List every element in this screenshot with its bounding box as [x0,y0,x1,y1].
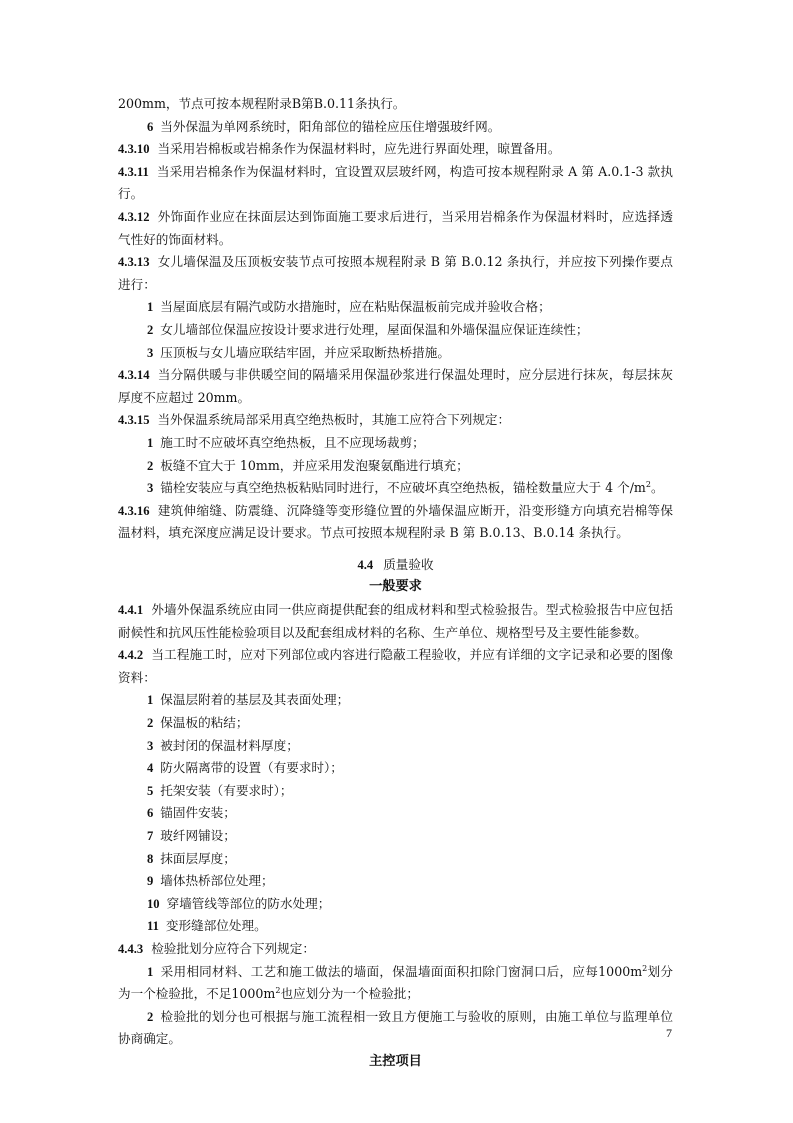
list-item: 8 抹面层厚度； [147,850,236,866]
page-number: 7 [666,1026,672,1040]
item-number: 2 [147,1009,154,1024]
clause-number: 4.3.15 [118,413,150,428]
list-item: 2 女儿墙部位保温应按设计要求进行处理，屋面保温和外墙保温应保证连续性； [147,321,589,337]
clause-4-3-14: 4.3.14 当分隔供暖与非供暖空间的隔墙采用保温砂浆进行保温处理时，应分层进行抹灰，每层抹灰厚度不应超过 20mm。 [118,367,673,405]
page-content [118,93,673,1074]
clause-number: 4.3.12 [118,209,150,224]
item-number: 1 [147,300,154,315]
clause-number: 4.3.10 [118,142,150,157]
clause-number: 4.3.16 [118,503,150,518]
item-number: 6 [147,119,154,134]
clause-number: 4.4.2 [118,648,144,663]
list-item: 3 锚栓安装应与真空绝热板粘贴同时进行，不应破坏真空绝热板，锚栓数量应大于 4 个$/m^2$。 [147,479,664,496]
section-number: 4.4 [357,557,374,572]
paragraph: 200mm，节点可按本规程附录B第B.0.11条执行。 [118,96,406,111]
clause-number: 4.4.1 [118,603,144,618]
item-number: 3 [147,481,154,496]
list-item: 2 检验批的划分也可根据与施工流程相一致且方便施工与验收的原则，由施工单位与监理单位协商确定。 [118,1008,673,1047]
list-item: 10 穿墙管线等部位的防水处理； [147,895,331,911]
list-item: 7 玻纤网铺设； [147,828,236,843]
clause-4-3-13: 4.3.13 女儿墙保温及压顶板安装节点可按照本规程附录 B 第 B.0.12 条执行，并应按下列操作要点进行： [118,254,673,292]
item-number: 2 [147,458,154,473]
clause-4-3-10: 4.3.10 当采用岩棉板或岩棉条作为保温材料时，应先进行界面处理，晾置备用。 [118,141,561,157]
item-number: 11 [147,919,159,934]
item-number: 6 [147,806,154,821]
list-item: 1 施工时不应破坏真空绝热板，且不应现场裁剪； [147,434,425,450]
inspection-list [118,689,673,938]
item-number: 1 [147,693,154,708]
item-number: 3 [147,345,154,360]
clause-4-3-15: 4.3.15 当外保温系统局部采用真空绝热板时，其施工应符合下列规定： [118,412,511,428]
item-number: 7 [147,829,154,843]
list-item: 5 托架安装（有要求时）； [147,782,293,798]
clause-4-4-1: 4.4.1 外墙外保温系统应由同一供应商提供配套的组成材料和型式检验报告。型式检验报告中应包括耐候性和抗风压性能检验项目以及配套组成材料的名称、生产单位、规格型号及主要性能参数。 [118,602,673,640]
subheading-main: 主控项目 [369,1053,422,1069]
clause-4-3-12: 4.3.12 外饰面作业应在抹面层达到饰面施工要求后进行，当采用岩棉条作为保温材料时，应选择透气性好的饰面材料。 [118,208,673,247]
list-item: 11 变形缝部位处理。 [147,918,267,934]
list-item: 2 保温板的粘结； [147,715,249,731]
clause-4-3-11: 4.3.11 当采用岩棉条作为保温材料时，宜设置双层玻纤网，构造可按本规程附录 A 第 A.0.1-3 款执行。 [118,163,673,202]
list-item: 1 采用相同材料、工艺和施工做法的墙面，保温墙面面积扣除门窗洞口后，应每$1000m^2$划分为一个检验批，不足$1000m^2$也应划分为一个检验批； [118,963,674,1002]
list-item: 6 锚固件安装； [147,805,236,821]
list-item: 3 压顶板与女儿墙应联结牢固，并应采取断热桥措施。 [147,344,450,360]
list-item: 2 板缝不宜大于 10mm，并应采用发泡聚氨酯进行填充； [147,457,469,473]
clause-4-3-16: 4.3.16 建筑伸缩缝、防震缝、沉降缝等变形缝位置的外墙保温应断开，沿变形缝方向填充岩棉等保温材料，填充深度应满足设计要求。节点可按照本规程附录 B 第 B.0.13、B.0.14 条执行。 [118,502,673,541]
clause-number: 4.4.3 [118,941,144,956]
section-title: 质量验收 [383,556,434,572]
clause-number: 4.3.13 [118,255,150,270]
list-item: 1 当屋面底层有隔汽或防水措施时，应在粘贴保温板前完成并验收合格； [147,299,551,315]
item-number: 8 [147,851,154,866]
item-number: 2 [147,716,154,731]
list-item: 9 墙体热桥部位处理； [147,873,274,889]
item-number: 5 [147,783,154,798]
clause-4-4-3: 4.4.3 检验批划分应符合下列规定： [118,940,315,956]
clause-number: 4.3.14 [118,368,150,383]
item-number: 10 [147,896,160,911]
item-number: 1 [147,964,154,979]
list-item: 1 保温层附着的基层及其表面处理； [147,692,350,708]
list-item: 4 防火隔离带的设置（有要求时）； [147,760,343,776]
item-number: 4 [147,761,154,776]
list-item: 3 被封闭的保温材料厚度； [147,737,299,753]
item-number: 9 [147,874,154,889]
list-item: 6 当外保温为单网系统时，阳角部位的锚栓应压住增强玻纤网。 [147,118,501,134]
item-number: 3 [147,738,154,753]
subheading-general: 一般要求 [369,579,422,595]
item-number: 2 [147,322,154,337]
section-heading [118,554,673,577]
item-number: 1 [147,435,154,450]
clause-number: 4.3.11 [118,164,149,179]
clause-4-4-2: 4.4.2 当工程施工时，应对下列部位或内容进行隐蔽工程验收，并应有详细的文字记录和必要的图像资料： [118,647,673,685]
